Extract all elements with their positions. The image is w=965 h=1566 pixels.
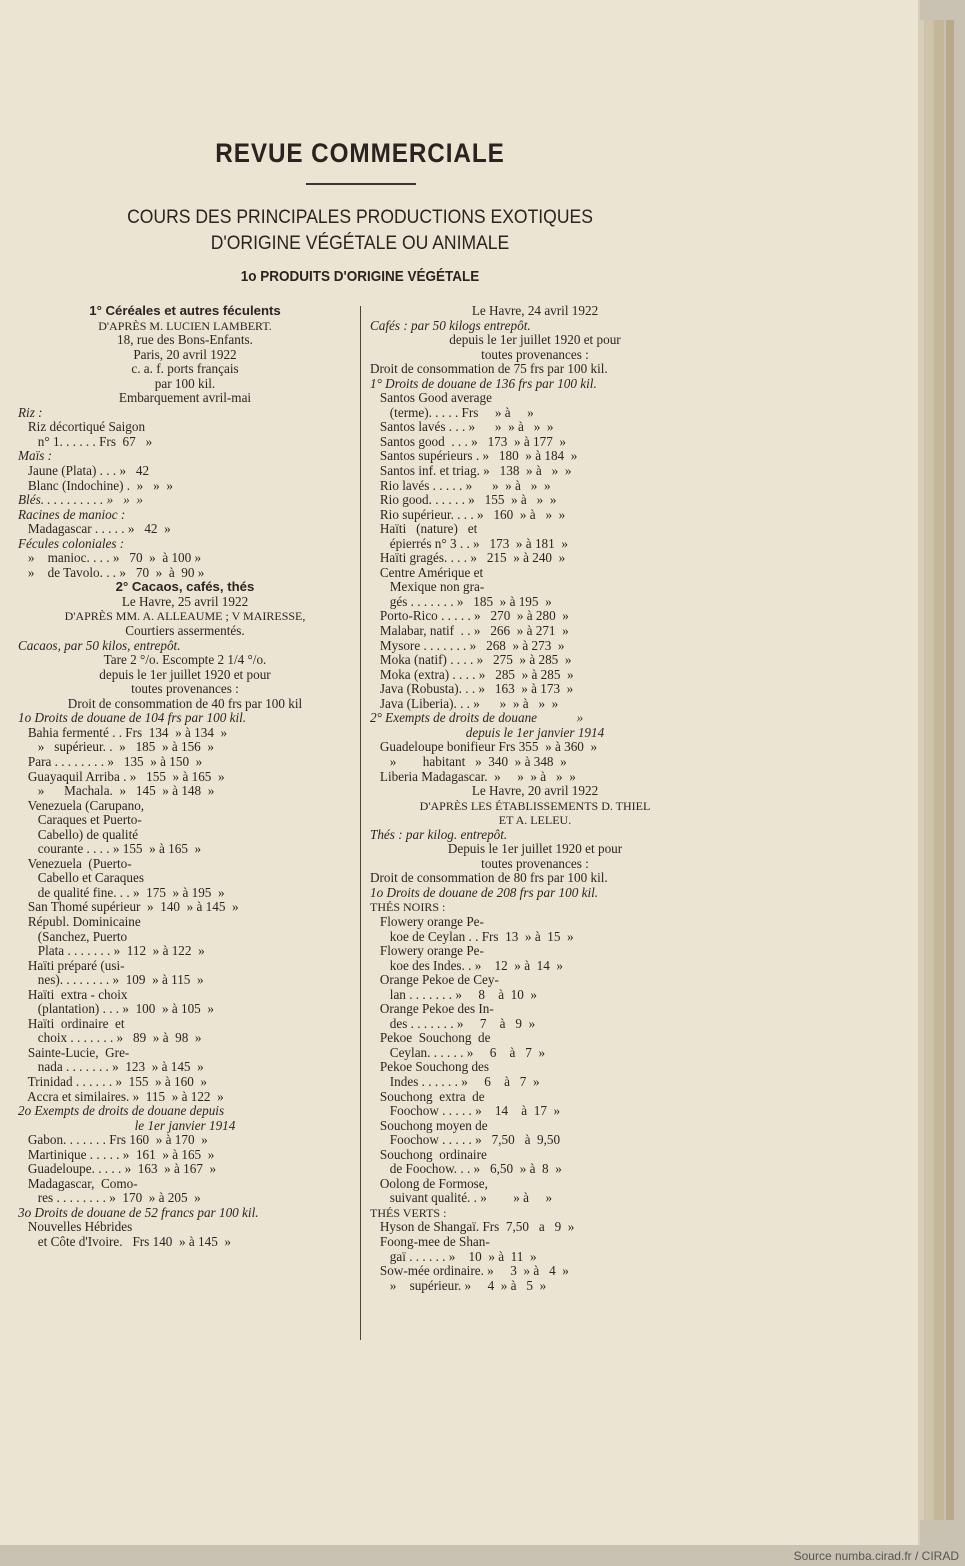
text-line: Flowery orange Pe-: [370, 913, 484, 929]
text-line: » Machala. » 145 » à 148 »: [18, 783, 215, 799]
text-line: ET A. LELEU.: [498, 813, 572, 828]
text-line: Santos lavés . . . » » » à » »: [370, 419, 554, 435]
text-line: gaï . . . . . . » 10 » à 11 »: [370, 1248, 537, 1264]
page-edge: [926, 20, 932, 1520]
text-line: Caraques et Puerto-: [18, 812, 142, 828]
text-line: Oolong de Formose,: [370, 1175, 488, 1191]
text-line: Tare 2 °/o. Escompte 2 1/4 °/o.: [103, 652, 267, 668]
text-line: 2o Exempts de droits de douane depuis: [18, 1103, 225, 1119]
text-line: D'APRÈS M. LUCIEN LAMBERT.: [98, 318, 272, 333]
subtitle-line-2: D'ORIGINE VÉGÉTALE OU ANIMALE: [210, 232, 510, 254]
text-line: Droit de consommation de 80 frs par 100 kil.: [370, 870, 608, 886]
text-line: épierrés n° 3 . . » 173 » à 181 »: [370, 535, 568, 551]
text-line: Hyson de Shangaï. Frs 7,50 a 9 »: [370, 1219, 575, 1235]
text-line: Madagascar, Como-: [18, 1175, 138, 1191]
text-line: Blanc (Indochine) . » » »: [18, 477, 173, 493]
text-line: Maïs :: [18, 448, 53, 464]
text-line: Flowery orange Pe-: [370, 943, 484, 959]
text-line: Souchong extra de: [370, 1088, 485, 1104]
text-line: koe des Indes. . » 12 » à 14 »: [370, 957, 564, 973]
text-line: toutes provenances :: [131, 681, 239, 697]
text-line: Courtiers assermentés.: [125, 623, 245, 639]
text-line: Embarquement avril-mai: [118, 390, 252, 406]
text-line: Mysore . . . . . . . » 268 » à 273 »: [370, 637, 565, 653]
text-line: 1o Droits de douane de 208 frs par 100 kil.: [370, 884, 599, 900]
text-line: Cacaos, par 50 kilos, entrepôt.: [18, 637, 181, 653]
text-line: Racines de manioc :: [18, 506, 126, 522]
text-line: toutes provenances :: [481, 346, 589, 362]
text-line: Blés. . . . . . . . . . » » »: [18, 492, 143, 508]
text-line: depuis le 1er janvier 1914: [465, 724, 605, 740]
text-line: Cafés : par 50 kilogs entrepôt.: [370, 317, 531, 333]
page-edge: [934, 20, 944, 1520]
text-line: Cabello) de qualité: [18, 826, 139, 842]
text-line: » manioc. . . . » 70 » à 100 »: [18, 550, 202, 566]
text-line: Le Havre, 25 avril 1922: [121, 593, 249, 609]
text-line: Haïti ordinaire et: [18, 1015, 125, 1031]
text-line: lan . . . . . . . » 8 à 10 »: [370, 986, 538, 1002]
text-line: Sainte-Lucie, Gre-: [18, 1044, 130, 1060]
text-line: nada . . . . . . . » 123 » à 145 »: [18, 1059, 204, 1075]
text-line: Java (Liberia). . . » » » à » »: [370, 695, 559, 711]
text-line: Rio lavés . . . . . » » » à » »: [370, 477, 551, 493]
text-line: Plata . . . . . . . » 112 » à 122 »: [18, 943, 205, 959]
section-heading: 1o PRODUITS D'ORIGINE VÉGÉTALE: [240, 268, 480, 285]
page-title: REVUE COMMERCIALE: [215, 138, 505, 168]
text-line: Liberia Madagascar. » » » à » »: [370, 768, 576, 784]
text-line: Haïti (nature) et: [370, 521, 478, 537]
text-line: Guadeloupe. . . . . » 163 » à 167 »: [18, 1161, 217, 1177]
text-line: Mexique non gra-: [370, 579, 485, 595]
text-line: depuis le 1er juillet 1920 et pour: [449, 332, 621, 348]
text-line: (Sanchez, Puerto: [18, 928, 128, 944]
text-line: et Côte d'Ivoire. Frs 140 » à 145 »: [18, 1234, 231, 1249]
text-line: Nouvelles Hébrides: [18, 1219, 133, 1235]
text-line: Riz :: [18, 404, 43, 420]
text-line: THÉS VERTS :: [370, 1205, 447, 1220]
text-line: suivant qualité. . » » à »: [370, 1190, 553, 1206]
text-line: c. a. f. ports français: [131, 361, 239, 377]
subtitle-line-1: COURS DES PRINCIPALES PRODUCTIONS EXOTIQUES: [127, 206, 593, 228]
text-line: » supérieur. » 4 » à 5 »: [370, 1277, 547, 1293]
text-line: toutes provenances :: [481, 855, 589, 871]
text-line: 1° Droits de douane de 136 frs par 100 kil.: [370, 375, 597, 391]
text-line: gés . . . . . . . » 185 » à 195 »: [370, 593, 552, 609]
text-line: Orange Pekoe de Cey-: [370, 972, 499, 988]
text-line: depuis le 1er juillet 1920 et pour: [99, 666, 271, 682]
text-line: Guayaquil Arriba . » 155 » à 165 »: [18, 768, 225, 784]
text-line: Madagascar . . . . . » 42 »: [18, 521, 171, 537]
text-line: Fécules coloniales :: [18, 535, 125, 551]
text-line: de qualité fine. . . » 175 » à 195 »: [18, 884, 225, 900]
text-line: » supérieur. . » 185 » à 156 »: [18, 739, 214, 755]
text-line: Haïti gragés. . . . » 215 » à 240 »: [370, 550, 566, 566]
text-line: 1° Céréales et autres féculents: [89, 303, 281, 318]
text-line: Rio supérieur. . . . » 160 » à » »: [370, 506, 566, 522]
text-line: Sow-mée ordinaire. » 3 » à 4 »: [370, 1263, 569, 1279]
text-line: Ceylan. . . . . . » 6 à 7 »: [370, 1044, 546, 1060]
right-column: [370, 304, 700, 1293]
text-line: Riz décortiqué Saigon: [18, 419, 146, 435]
page-edge: [946, 20, 954, 1520]
text-line: Indes . . . . . . » 6 à 7 »: [370, 1073, 540, 1089]
text-line: San Thomé supérieur » 140 » à 145 »: [18, 899, 239, 915]
text-line: (terme). . . . . Frs » à »: [370, 404, 534, 420]
text-line: koe de Ceylan . . Frs 13 » à 15 »: [370, 928, 574, 944]
text-line: Foong-mee de Shan-: [370, 1234, 490, 1249]
text-line: D'APRÈS LES ÉTABLISSEMENTS D. THIEL: [419, 798, 651, 813]
text-line: Moka (natif) . . . . » 275 » à 285 »: [370, 652, 572, 668]
text-line: Santos supérieurs . » 180 » à 184 »: [370, 448, 578, 464]
text-line: » de Tavolo. . . » 70 » à 90 »: [18, 564, 205, 580]
text-line: Souchong moyen de: [370, 1117, 488, 1133]
text-line: Bahia fermenté . . Frs 134 » à 134 »: [18, 724, 228, 740]
text-line: n° 1. . . . . . Frs 67 »: [18, 433, 153, 449]
text-line: Santos inf. et triag. » 138 » à » »: [370, 463, 572, 479]
text-line: Le Havre, 24 avril 1922: [471, 303, 599, 318]
text-line: Orange Pekoe des In-: [370, 1001, 494, 1017]
text-line: Haïti préparé (usi-: [18, 957, 125, 973]
text-line: » habitant » 340 » à 348 »: [370, 753, 567, 769]
text-line: Gabon. . . . . . . Frs 160 » à 170 »: [18, 1132, 208, 1148]
text-line: Trinidad . . . . . . » 155 » à 160 »: [18, 1073, 208, 1089]
text-line: Pekoe Souchong des: [370, 1059, 490, 1075]
text-line: THÉS NOIRS :: [370, 900, 446, 915]
text-line: res . . . . . . . . » 170 » à 205 »: [18, 1190, 201, 1206]
text-line: Foochow . . . . . » 7,50 à 9,50: [370, 1132, 561, 1148]
text-line: nes). . . . . . . . » 109 » à 115 »: [18, 972, 204, 988]
text-line: Malabar, natif . . » 266 » à 271 »: [370, 623, 569, 639]
text-line: 2° Exempts de droits de douane »: [370, 710, 584, 726]
left-column: [18, 304, 352, 1250]
page-edge: [918, 20, 924, 1520]
source-credit: Source numba.cirad.fr / CIRAD: [793, 1549, 959, 1563]
text-line: Droit de consommation de 40 frs par 100 kil: [67, 695, 303, 711]
text-line: Para . . . . . . . . » 135 » à 150 »: [18, 753, 203, 769]
text-line: Rio good. . . . . . » 155 » à » »: [370, 492, 557, 508]
text-line: Thés : par kilog. entrepôt.: [370, 826, 508, 842]
text-line: Cabello et Caraques: [18, 870, 144, 886]
column-divider: [360, 306, 361, 1340]
text-line: de Foochow. . . » 6,50 » à 8 »: [370, 1161, 562, 1177]
text-line: Républ. Dominicaine: [18, 913, 141, 929]
text-line: Paris, 20 avril 1922: [133, 346, 237, 362]
text-line: Foochow . . . . . » 14 à 17 »: [370, 1103, 561, 1119]
text-line: Accra et similaires. » 115 » à 122 »: [18, 1088, 224, 1104]
text-line: Java (Robusta). . . » 163 » à 173 »: [370, 681, 574, 697]
text-line: Pekoe Souchong de: [370, 1030, 491, 1046]
text-line: Souchong ordinaire: [370, 1146, 487, 1162]
text-line: Moka (extra) . . . . » 285 » à 285 »: [370, 666, 574, 682]
text-line: Guadeloupe bonifieur Frs 355 » à 360 »: [370, 739, 598, 755]
text-line: choix . . . . . . . » 89 » à 98 »: [18, 1030, 202, 1046]
text-line: Depuis le 1er juillet 1920 et pour: [447, 841, 623, 857]
text-line: 18, rue des Bons-Enfants.: [117, 332, 253, 348]
text-line: 3o Droits de douane de 52 francs par 100 kil.: [18, 1204, 259, 1220]
title-divider: [306, 183, 416, 185]
text-line: (plantation) . . . » 100 » à 105 »: [18, 1001, 214, 1017]
text-line: le 1er janvier 1914: [134, 1117, 236, 1133]
text-line: Le Havre, 20 avril 1922: [471, 783, 599, 799]
text-line: 2° Cacaos, cafés, thés: [115, 579, 255, 595]
text-line: Santos good . . . » 173 » à 177 »: [370, 433, 566, 449]
text-line: Venezuela (Carupano,: [18, 797, 145, 813]
text-line: Centre Amérique et: [370, 564, 484, 580]
text-line: Haïti extra - choix: [18, 986, 128, 1002]
text-line: Droit de consommation de 75 frs par 100 kil.: [370, 361, 608, 377]
text-line: Jaune (Plata) . . . » 42: [18, 463, 150, 479]
text-line: 1o Droits de douane de 104 frs par 100 kil.: [18, 710, 247, 726]
text-line: Martinique . . . . . » 161 » à 165 »: [18, 1146, 215, 1162]
text-line: courante . . . . » 155 » à 165 »: [18, 841, 202, 857]
text-line: D'APRÈS MM. A. ALLEAUME ; V MAIRESSE,: [64, 609, 306, 624]
text-line: Porto-Rico . . . . . » 270 » à 280 »: [370, 608, 569, 624]
text-line: Venezuela (Puerto-: [18, 855, 132, 871]
text-line: des . . . . . . . » 7 à 9 »: [370, 1015, 536, 1031]
text-line: par 100 kil.: [154, 375, 216, 391]
text-line: Santos Good average: [370, 390, 492, 406]
